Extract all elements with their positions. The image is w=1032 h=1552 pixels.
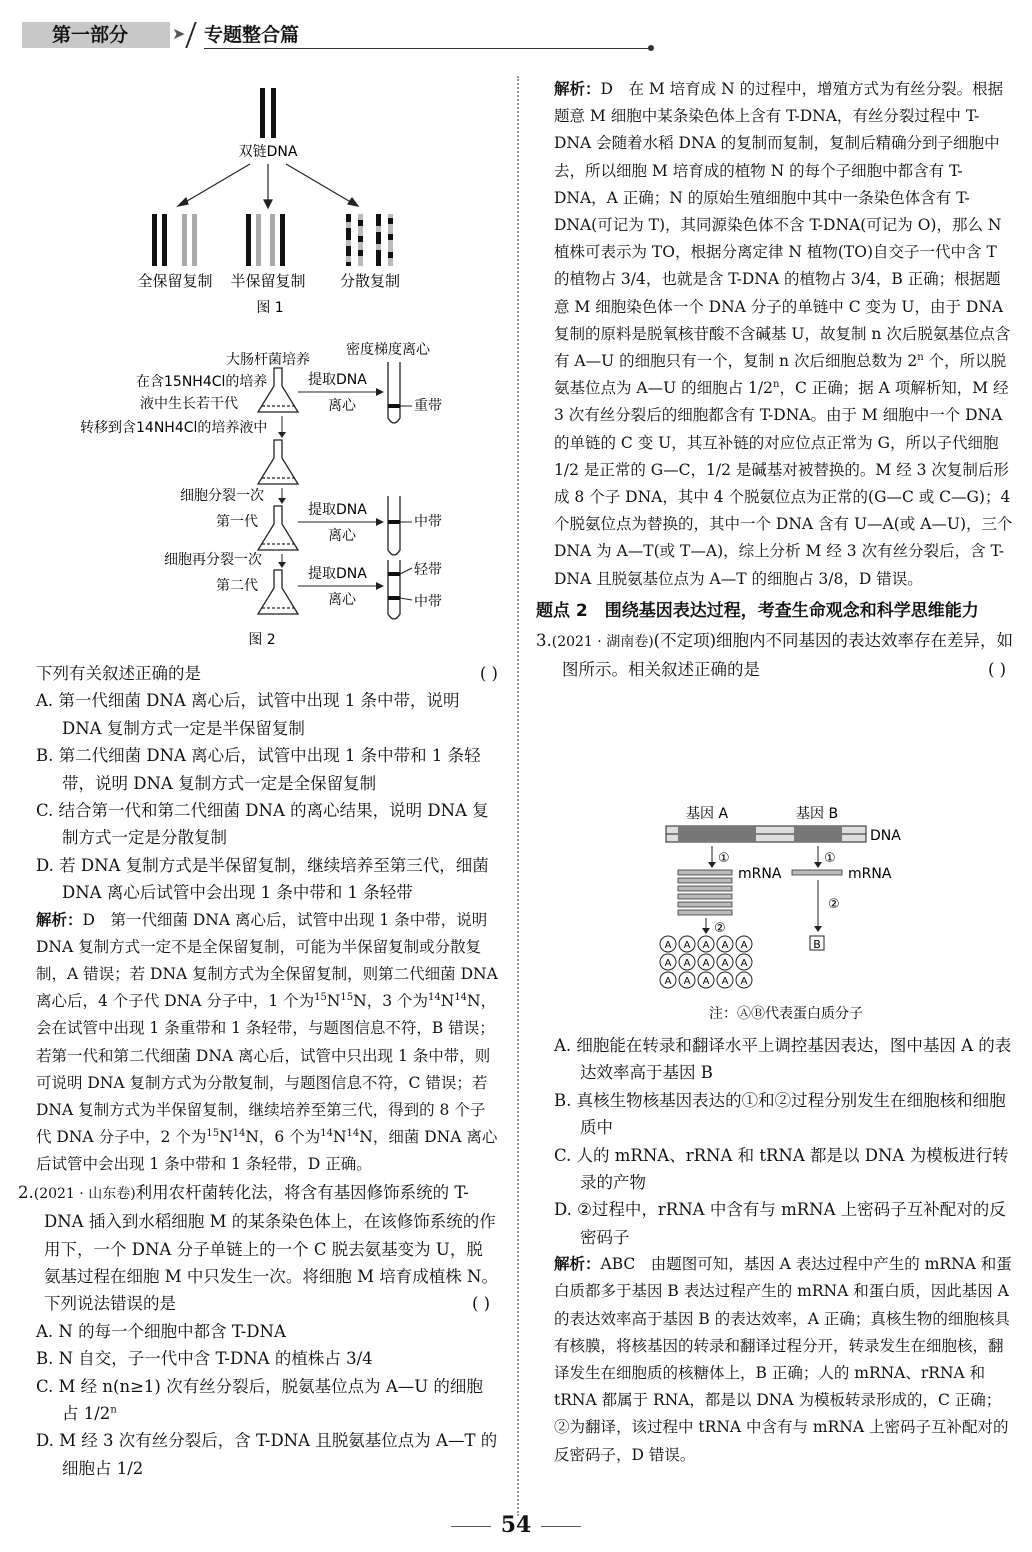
- fig3-step2-a: ②: [714, 921, 726, 936]
- fig1-label-semiconservative: 半保留复制: [230, 272, 306, 290]
- fig3-step2-b: ②: [828, 897, 840, 912]
- figure-2: [76, 328, 456, 658]
- fig2-culture-label: 大肠杆菌培养: [226, 352, 310, 368]
- protein-a-label: A: [702, 976, 710, 987]
- protein-a-label: A: [664, 940, 672, 951]
- protein-a-label: A: [740, 940, 748, 951]
- q3-stem-text: (不定项)细胞内不同基因的表达效率存在差异，如图所示。相关叙述正确的是: [562, 630, 1014, 680]
- q1-option-b: B. 第二代细菌 DNA 离心后，试管中出现 1 条中带和 1 条轻带，说明 DNA 复制方式一定是全保留复制: [36, 746, 481, 793]
- flask-3: [258, 506, 298, 550]
- page-header: [22, 22, 632, 52]
- fig2-band-heavy: 重带: [414, 398, 442, 414]
- q3-option-a: A. 细胞能在转录和翻译水平上调控基因表达，图中基因 A 的表达效率高于基因 B: [554, 1036, 1012, 1083]
- q2-source: (2021 · 山东卷): [33, 1185, 136, 1202]
- fig2-transfer-label: 转移到含14NH4Cl的培养液中: [80, 420, 268, 436]
- page-number: [0, 1512, 1032, 1538]
- q2-option-a: A. N 的每一个细胞中都含 T-DNA: [36, 1321, 286, 1341]
- protein-a-label: A: [702, 940, 710, 951]
- semiconservative-replication: [246, 214, 285, 266]
- fig3-note: 注：ⒶⒷ代表蛋白质分子: [709, 1006, 863, 1022]
- fig2-grow-label-2: 液中生长若干代: [140, 396, 238, 412]
- fig2-spin-3: 离心: [328, 592, 356, 608]
- q1-jx-part: N，会在试管中出现 1 条重带和 1 条轻带，与题图信息不符，B 错误；若第一代和第二代细菌 DNA 离心后，试管中只出现 1 条中带，则可说明 DNA 复制方式为分散复制，与题图信息不符，C 错误；若 DNA 复制方式为半保留复制，继续培养至第三代，得到的 8 个子代 DNA 分子中，2 个为: [36, 992, 497, 1147]
- q2-option-c: C. M 经 n(n≥1) 次有丝分裂后，脱氨基位点为 A—U 的细胞占 1/2$^n$: [36, 1376, 483, 1423]
- q2-jx-part: D 在 M 培育成 N 的过程中，增殖方式为有丝分裂。根据题意 M 细胞中某条染色体上含有 T-DNA，有丝分裂过程中 T-DNA 会随着水稻 DNA 的复制而复制，复制后精确分到子细胞中去，所以细胞 M 培育成的植物 N 的每个子细胞中都含有 T-DNA，A 正确；N 的原始生殖细胞中其中一条染色体含有 T-DNA(可记为 T)，其同源染色体不含 T-DNA(可记为 O)，那么 N 植株可表示为 TO，根据分离定律 N 植物(TO)自交子一代中含 T 的植物占 3/4，也就是含 T-DNA 的植物占 3/4，B 正确；根据题意 M 细胞染色体一个 DNA 分子的单链中 C 变为 U，由于 DNA 复制的原料是脱氧核苷酸不含碱基 U，故复制 n 次后脱氨基位点含有 A—U 的细胞只有一个，复制 n 次后细胞总数为 2: [554, 80, 1011, 371]
- fig2-extract-3: 提取DNA: [308, 566, 367, 582]
- fig2-extract-2: 提取DNA: [308, 502, 367, 518]
- fig1-top-label: 双链DNA: [238, 144, 298, 160]
- q1-jx-part: N，3 个为: [353, 992, 429, 1011]
- fig2-spin-2: 离心: [328, 528, 356, 544]
- figure-3: [656, 804, 918, 1026]
- fig2-gen2: 第二代: [216, 578, 258, 594]
- protein-a-label: A: [740, 976, 748, 987]
- flask-2: [258, 440, 298, 484]
- section-title: 专题整合篇: [204, 24, 300, 46]
- header-dot: [648, 45, 654, 51]
- fig2-band-light: 轻带: [414, 562, 442, 578]
- mrna-b: [792, 870, 842, 875]
- q1-option-d: D. 若 DNA 复制方式是半保留复制，继续培养至第三代，细菌 DNA 离心后试管中会出现 1 条中带和 1 条轻带: [36, 855, 489, 903]
- answer-bracket: ( ): [479, 664, 498, 683]
- q2-explanation: 解析：D 在 M 培育成 N 的过程中，增殖方式为有丝分裂。根据题意 M 细胞中某条染色体上含有 T-DNA，有丝分裂过程中 T-DNA 会随着水稻 DNA 的复制而复制，复制后精确分到子细胞中去，所以细胞 M 培育成的植物 N 的每个子细胞中都含有 T-DNA，A 正确；N 的原始生殖细胞中其中一条染色体含有 T-DNA(可记为 T)，其同源染色体不含 T-DNA(可记为 O)，那么 N 植株可表示为 TO，根据分离定律 N 植物(TO)自交子一代中含 T 的植物占 3/4，也就是含 T-DNA 的植物占 3/4，B 正确；根据题意 M 细胞染色体一个 DNA 分子的单链中 C 变为 U，由于 DNA 复制的原料是脱氧核苷酸不含碱基 U，故复制 n 次后脱氨基位点含有 A—U 的细胞只有一个，复制 n 次后细胞总数为 2$^n$ 个，所以脱氨基位点为 A—U 的细胞占 1/2$^n$，C 正确；据 A 项解析知，M 经 3 次有丝分裂后的细胞都含有 T-DNA。由于 M 细胞中一个 DNA 的单链的 C 变 U，其互补链的对应位点正常为 G，所以子代细胞 1/2 是正常的 G—C，1/2 是碱基对被替换的。M 经 3 次复制后形成 8 个子 DNA，其中 4 个脱氨位点为正常的(G—C 或 C—G)；4 个脱氨位点为替换的，其中一个 DNA 含有 U—A(或 A—U)，三个 DNA 为 A—T(或 T—A)，综上分析 M 经 3 次有丝分裂后，含 T-DNA 且脱氨基位点为 A—T 的细胞占 3/8，D 错误。: [554, 80, 1013, 588]
- q3-explanation: [554, 1251, 1014, 1469]
- protein-a-label: A: [664, 958, 672, 969]
- fig1-label-dispersive: 分散复制: [339, 272, 401, 290]
- q2-stem: 2.(2021 · 山东卷)利用农杆菌转化法，将含有基因修饰系统的 T-DNA 插入到水稻细胞 M 的某条染色体上，在该修饰系统的作用下，一个 DNA 分子单链上的一个 C 脱去氨基变为 U，脱氨基过程在细胞 M 中只发生一次。将细胞 M 培育成植株 N。下列说法错误的是 ( ): [18, 1182, 498, 1314]
- protein-a-label: A: [664, 976, 672, 987]
- fig2-caption: 图 2: [248, 632, 276, 648]
- topic-heading: 题点 2 围绕基因表达过程，考查生命观念和科学思维能力: [536, 600, 979, 621]
- tube-2: [388, 496, 400, 555]
- protein-a-label: A: [721, 958, 729, 969]
- fig2-divide-once: 细胞分裂一次: [180, 488, 264, 504]
- fig2-gen1: 第一代: [216, 514, 258, 530]
- q3-option-b: B. 真核生物核基因表达的①和②过程分别发生在细胞核和细胞质中: [554, 1090, 1006, 1138]
- protein-a-label: A: [683, 940, 691, 951]
- fig3-step1-b: ①: [824, 851, 836, 866]
- protein-a-grid: [660, 936, 752, 988]
- left-column: [18, 660, 498, 1482]
- fig2-grow-label-1: 在含15NH4Cl的培养: [136, 374, 268, 390]
- arrow-icon: ➤: [172, 24, 186, 43]
- q2-option-b: B. N 自交，子一代中含 T-DNA 的植株占 3/4: [36, 1349, 373, 1369]
- protein-a-label: A: [721, 940, 729, 951]
- header-slash: [185, 22, 196, 48]
- q2-option-c-text: C. M 经 n(n≥1) 次有丝分裂后，脱氨基位点为 A—U 的细胞占 1/2: [36, 1376, 483, 1423]
- q2-stem-text: 利用农杆菌转化法，将含有基因修饰系统的 T-DNA 插入到水稻细胞 M 的某条染色体上，在该修饰系统的作用下，一个 DNA 分子单链上的一个 C 脱去氨基变为 U，脱氨基过程在细胞 M 中只发生一次。将细胞 M 培育成植株 N。下列说法错误的是: [44, 1182, 498, 1314]
- q2-option-d: D. M 经 3 次有丝分裂后，含 T-DNA 且脱氨基位点为 A—T 的细胞占 1/2: [36, 1431, 498, 1478]
- tube-1: [388, 362, 400, 423]
- explanation-label: 解析：: [554, 1255, 601, 1274]
- fig3-gene-b: 基因 B: [796, 806, 839, 822]
- mrna-a-stack: [678, 870, 732, 915]
- dna-double-strand: [260, 88, 276, 138]
- protein-a-label: A: [683, 976, 691, 987]
- fig3-mrna-b: mRNA: [848, 866, 892, 882]
- dispersive-replication: [346, 214, 393, 266]
- fig1-label-conservative: 全保留复制: [137, 272, 213, 290]
- fig1-arrows: [178, 164, 358, 208]
- q1-jx-part: N，细菌 DNA 离心后试管中会出现 1 条中带和 1 条轻带，D 正确。: [36, 1128, 498, 1174]
- fig1-caption: 图 1: [256, 300, 284, 316]
- fig2-centrifuge-label: 密度梯度离心: [346, 342, 430, 358]
- q2-jx-part: ，C 正确；据 A 项解析知，M 经 3 次有丝分裂后的细胞都含有 T-DNA。由于 M 细胞中一个 DNA 的单链的 C 变 U，其互补链的对应位点正常为 G，所以子代细胞 1/2 是正常的 G—C，1/2 是碱基对被替换的。M 经 3 次复制后形成 8 个子 DNA，其中 4 个脱氨位点为正常的(G—C 或 C—G)；4 个脱氨位点为替换的，其中一个 DNA 含有 U—A(或 A—U)，三个 DNA 为 A—T(或 T—A)，综上分析 M 经 3 次有丝分裂后，含 T-DNA 且脱氨基位点为 A—T 的细胞占 3/8，D 错误。: [554, 379, 1013, 588]
- q1-explanation: 解析：D 第一代细菌 DNA 离心后，试管中出现 1 条中带，说明 DNA 复制方式一定不是全保留复制，可能为半保留复制或分散复制，A 错误；若 DNA 复制方式为全保留复制，则第二代细菌 DNA 离心后，4 个子代 DNA 分子中，1 个为$^{15}N^{15}N$，3 个为$^{14}N^{14}N$，会在试管中出现 1 条重带和 1 条轻带，与题图信息不符，B 错误；若第一代和第二代细菌 DNA 离心后，试管中只出现 1 条中带，则可说明 DNA 复制方式为分散复制，与题图信息不符，C 错误；若 DNA 复制方式为半保留复制，继续培养至第三代，得到的 8 个子代 DNA 分子中，2 个为$^{15}N^{14}N$，6 个为$^{14}N^{14}N$，细菌 DNA 离心后试管中会出现 1 条中带和 1 条轻带，D 正确。: [36, 910, 498, 1174]
- fig2-band-mid-2: 中带: [414, 594, 442, 610]
- q1-option-a: A. 第一代细菌 DNA 离心后，试管中出现 1 条中带，说明 DNA 复制方式一定是半保留复制: [36, 691, 460, 738]
- protein-b-label: B: [813, 938, 821, 951]
- fig3-dna-label: DNA: [870, 828, 901, 844]
- tube-3: [388, 560, 400, 619]
- q3-option-c: C. 人的 mRNA、rRNA 和 tRNA 都是以 DNA 为模板进行转录的产物: [554, 1145, 1009, 1193]
- q1-option-c: C. 结合第一代和第二代细菌 DNA 的离心结果，说明 DNA 复制方式一定是分散复制: [36, 801, 489, 848]
- protein-a-label: A: [702, 958, 710, 969]
- protein-a-label: A: [683, 958, 691, 969]
- q3-option-d: D. ②过程中，rRNA 中含有与 mRNA 上密码子互补配对的反密码子: [554, 1200, 1006, 1247]
- header-rule: [204, 48, 650, 49]
- q3-jx-text: ABC 由题图可知，基因 A 表达过程中产生的 mRNA 和蛋白质都多于基因 B 表达过程产生的 mRNA 和蛋白质，因此基因 A 的表达效率高于基因 B 的表达效率，A 正确；真核生物的细胞核具有核膜，将核基因的转录和翻译过程分开，转录发生在细胞核，翻译发生在细胞质的核糖体上，B 正确；人的 mRNA、rRNA 和 tRNA 都属于 RNA，都是以 DNA 为模板转录形成的，C 正确；②为翻译，该过程中 tRNA 中含有与 mRNA 上密码子互补配对的反密码子，D 错误。: [554, 1255, 1012, 1464]
- fig3-step1-a: ①: [718, 851, 730, 866]
- q1-stem-text: 下列有关叙述正确的是: [36, 664, 201, 683]
- explanation-label: 解析：: [36, 910, 83, 929]
- q2-jx-part: 个，所以脱氨基位点为 A—U 的细胞占 1/2: [554, 352, 1007, 398]
- q3-number: 3.: [536, 630, 552, 650]
- section-part: 第一部分: [22, 22, 170, 48]
- explanation-label: 解析：: [554, 80, 601, 98]
- q1-jx-part: D 第一代细菌 DNA 离心后，试管中出现 1 条中带，说明 DNA 复制方式一定不是全保留复制，可能为半保留复制或分散复制，A 错误；若 DNA 复制方式为全保留复制，则第二代细菌 DNA 离心后，4 个子代 DNA 分子中，1 个为: [36, 910, 498, 1011]
- right-column: [536, 76, 1014, 684]
- fig2-spin-1: 离心: [328, 398, 356, 414]
- right-column-lower: [554, 1032, 1014, 1469]
- fig2-band-mid-1: 中带: [414, 514, 442, 530]
- protein-a-label: A: [721, 976, 729, 987]
- fig2-extract-1: 提取DNA: [308, 372, 367, 388]
- flask-4: [258, 570, 298, 614]
- fig3-mrna-a: mRNA: [738, 866, 782, 882]
- fig3-gene-a: 基因 A: [686, 806, 729, 822]
- figure-1: [120, 80, 420, 320]
- protein-a-label: A: [740, 958, 748, 969]
- page-number-text: 54: [500, 1512, 532, 1538]
- dna-strand: [666, 826, 866, 842]
- q3-source: (2021 · 湖南卷): [551, 633, 654, 650]
- q3-stem: 3.(2021 · 湖南卷)(不定项)细胞内不同基因的表达效率存在差异，如图所示。相关叙述正确的是 ( ): [536, 630, 1014, 680]
- fig2-divide-again: 细胞再分裂一次: [164, 552, 262, 568]
- q1-stem: [36, 660, 498, 687]
- q1-jx-part: N，6 个为: [245, 1128, 321, 1147]
- conservative-replication: [152, 214, 197, 266]
- q2-number: 2.: [18, 1182, 34, 1202]
- column-divider: [517, 76, 519, 1516]
